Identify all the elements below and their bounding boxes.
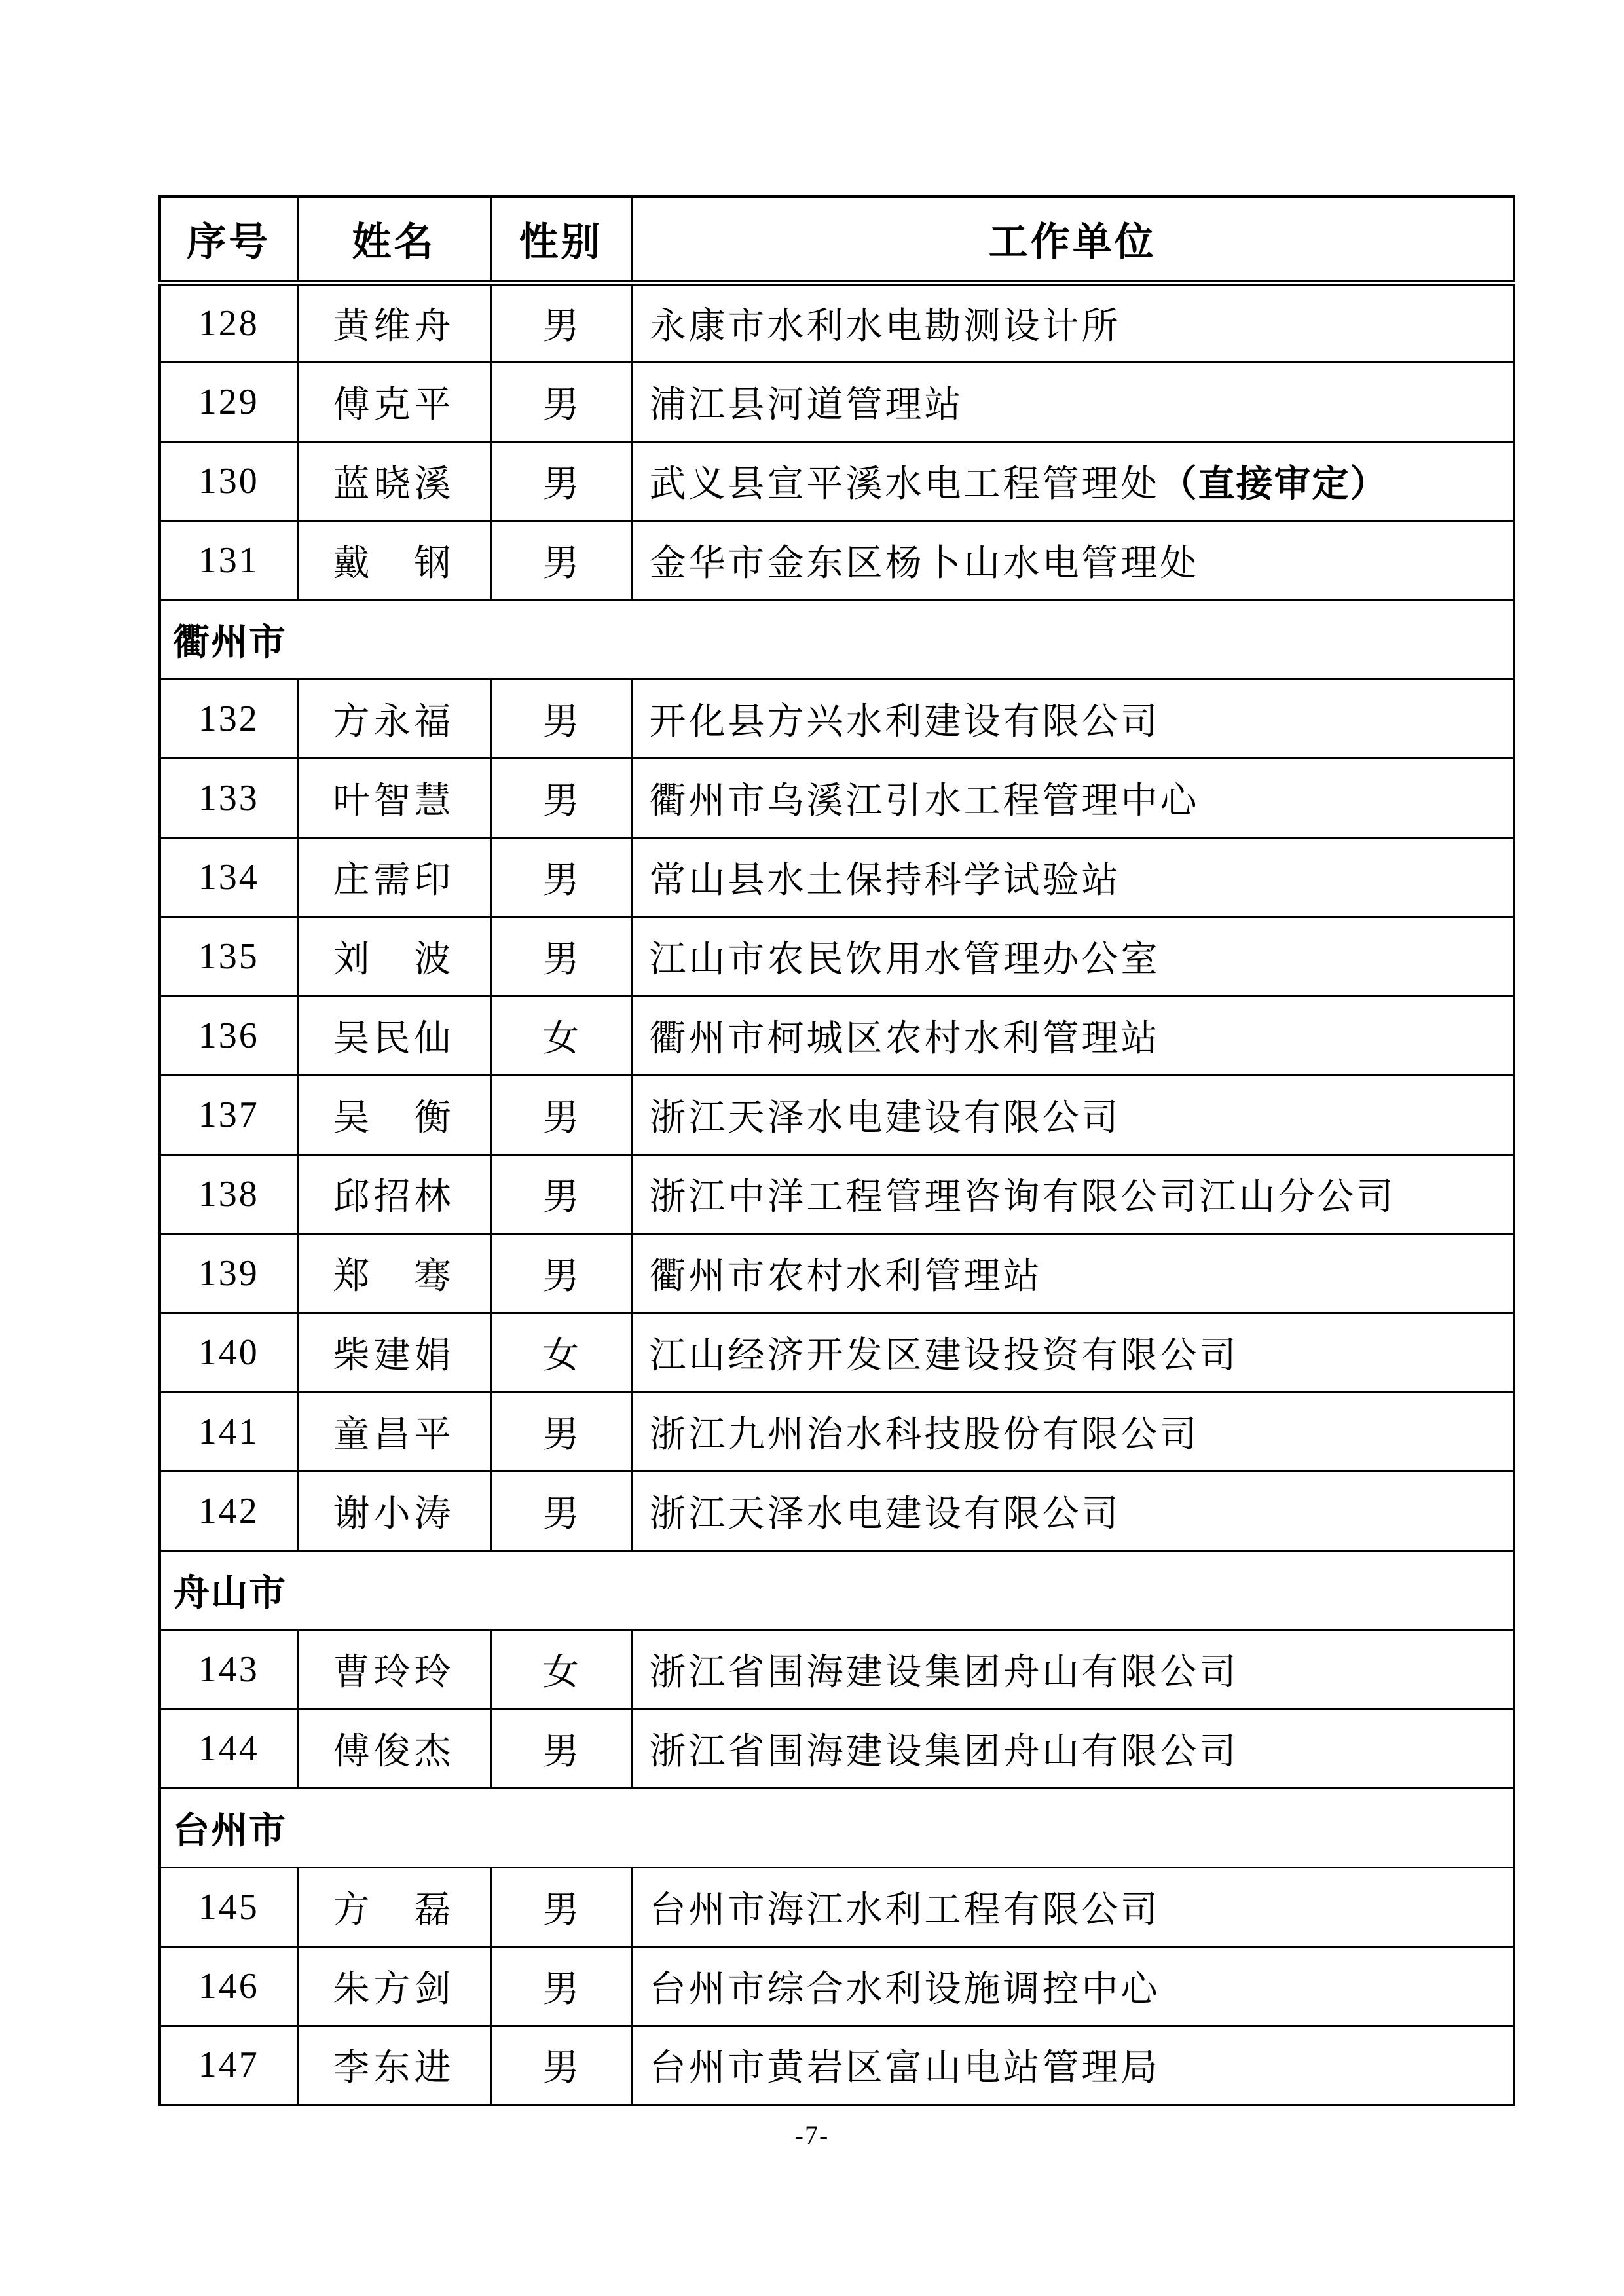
cell-work-unit — [631, 917, 1514, 996]
roster-table — [158, 195, 1515, 2106]
cell-name: 朱方剑 — [297, 1946, 490, 2026]
cell-gender: 男 — [490, 520, 631, 600]
cell-serial: 138 — [160, 1154, 297, 1233]
section-label: 衢州市 — [160, 600, 1514, 679]
work-unit-text: 开化县方兴水利建设有限公司 — [649, 701, 1160, 742]
cell-name: 叶智慧 — [297, 758, 490, 837]
cell-gender: 男 — [490, 1946, 631, 2026]
table-row — [160, 1154, 1514, 1233]
cell-serial: 146 — [160, 1946, 297, 2026]
page-number: -7- — [794, 2121, 830, 2150]
work-unit-text: 浙江省围海建设集团舟山有限公司 — [649, 1652, 1239, 1693]
cell-name: 傅俊杰 — [297, 1709, 490, 1788]
cell-name: 方 磊 — [297, 1867, 490, 1946]
cell-name: 邱招林 — [297, 1154, 490, 1233]
cell-work-unit — [631, 520, 1514, 600]
work-unit-text: 浦江县河道管理站 — [649, 384, 964, 426]
cell-serial: 145 — [160, 1867, 297, 1946]
cell-name: 吴民仙 — [297, 996, 490, 1075]
header-row — [160, 196, 1514, 283]
cell-gender: 男 — [490, 1392, 631, 1471]
cell-work-unit — [631, 1630, 1514, 1709]
cell-work-unit — [631, 1946, 1514, 2026]
cell-gender: 男 — [490, 441, 631, 520]
cell-gender: 男 — [490, 1075, 631, 1154]
cell-serial: 133 — [160, 758, 297, 837]
work-unit-text: 衢州市农村水利管理站 — [649, 1256, 1043, 1297]
cell-serial: 143 — [160, 1630, 297, 1709]
cell-serial: 131 — [160, 520, 297, 600]
table-row — [160, 362, 1514, 441]
cell-serial: 147 — [160, 2026, 297, 2105]
table-row — [160, 1946, 1514, 2026]
work-unit-text: 衢州市柯城区农村水利管理站 — [649, 1018, 1160, 1059]
cell-gender: 男 — [490, 917, 631, 996]
table-row — [160, 917, 1514, 996]
cell-serial: 128 — [160, 283, 297, 362]
column-header-serial: 序号 — [160, 196, 297, 283]
table-row — [160, 441, 1514, 520]
cell-name: 曹玲玲 — [297, 1630, 490, 1709]
work-unit-text: 江山经济开发区建设投资有限公司 — [649, 1335, 1239, 1376]
cell-work-unit — [631, 1233, 1514, 1313]
column-header-name: 姓名 — [297, 196, 490, 283]
cell-name: 庄需印 — [297, 837, 490, 917]
cell-name: 李东进 — [297, 2026, 490, 2105]
cell-name: 蓝晓溪 — [297, 441, 490, 520]
table-row — [160, 2026, 1514, 2105]
cell-gender: 男 — [490, 1154, 631, 1233]
work-unit-text: 浙江九州治水科技股份有限公司 — [649, 1414, 1200, 1455]
cell-gender: 男 — [490, 758, 631, 837]
cell-work-unit — [631, 362, 1514, 441]
cell-serial: 137 — [160, 1075, 297, 1154]
table-row — [160, 996, 1514, 1075]
work-unit-text: 浙江天泽水电建设有限公司 — [649, 1493, 1121, 1535]
cell-serial: 135 — [160, 917, 297, 996]
work-unit-text: 台州市综合水利设施调控中心 — [649, 1969, 1160, 2010]
cell-work-unit — [631, 679, 1514, 758]
section-row — [160, 1788, 1514, 1867]
cell-gender: 男 — [490, 1233, 631, 1313]
cell-gender: 女 — [490, 1630, 631, 1709]
work-unit-text: 浙江中洋工程管理咨询有限公司江山分公司 — [649, 1176, 1396, 1218]
table-row — [160, 1075, 1514, 1154]
work-unit-text: 武义县宣平溪水电工程管理处 — [649, 464, 1160, 505]
work-unit-text: 浙江省围海建设集团舟山有限公司 — [649, 1731, 1239, 1772]
cell-serial: 141 — [160, 1392, 297, 1471]
column-header-gender: 性别 — [490, 196, 631, 283]
cell-name: 谢小涛 — [297, 1471, 490, 1550]
cell-work-unit — [631, 1471, 1514, 1550]
work-unit-bold-text: （直接审定） — [1160, 462, 1388, 504]
table-row — [160, 1867, 1514, 1946]
cell-name: 柴建娟 — [297, 1313, 490, 1392]
section-row — [160, 600, 1514, 679]
cell-work-unit — [631, 1313, 1514, 1392]
cell-work-unit — [631, 996, 1514, 1075]
cell-work-unit — [631, 837, 1514, 917]
cell-work-unit — [631, 1154, 1514, 1233]
cell-work-unit — [631, 441, 1514, 520]
cell-serial: 139 — [160, 1233, 297, 1313]
work-unit-text: 台州市海江水利工程有限公司 — [649, 1889, 1160, 1931]
cell-gender: 男 — [490, 1867, 631, 1946]
table-row — [160, 1630, 1514, 1709]
cell-gender: 男 — [490, 679, 631, 758]
cell-name: 郑 骞 — [297, 1233, 490, 1313]
cell-name: 吴 衡 — [297, 1075, 490, 1154]
cell-gender: 女 — [490, 996, 631, 1075]
table-row — [160, 837, 1514, 917]
cell-name: 方永福 — [297, 679, 490, 758]
cell-name: 傅克平 — [297, 362, 490, 441]
work-unit-text: 永康市水利水电勘测设计所 — [649, 306, 1121, 347]
table-row — [160, 679, 1514, 758]
cell-serial: 134 — [160, 837, 297, 917]
cell-serial: 142 — [160, 1471, 297, 1550]
table-row — [160, 1392, 1514, 1471]
cell-serial: 129 — [160, 362, 297, 441]
cell-work-unit — [631, 758, 1514, 837]
cell-serial: 136 — [160, 996, 297, 1075]
work-unit-text: 常山县水土保持科学试验站 — [649, 860, 1121, 901]
cell-serial: 140 — [160, 1313, 297, 1392]
cell-gender: 女 — [490, 1313, 631, 1392]
cell-work-unit — [631, 2026, 1514, 2105]
cell-work-unit — [631, 1392, 1514, 1471]
cell-gender: 男 — [490, 837, 631, 917]
cell-serial: 130 — [160, 441, 297, 520]
table-row — [160, 758, 1514, 837]
column-header-unit: 工作单位 — [631, 196, 1514, 283]
cell-name: 戴 钢 — [297, 520, 490, 600]
table-row — [160, 1471, 1514, 1550]
cell-work-unit — [631, 1867, 1514, 1946]
table-row — [160, 1313, 1514, 1392]
cell-gender: 男 — [490, 1471, 631, 1550]
cell-name: 刘 波 — [297, 917, 490, 996]
cell-gender: 男 — [490, 2026, 631, 2105]
table-row — [160, 283, 1514, 362]
work-unit-text: 江山市农民饮用水管理办公室 — [649, 939, 1160, 980]
cell-gender: 男 — [490, 1709, 631, 1788]
work-unit-text: 台州市黄岩区富山电站管理局 — [649, 2048, 1160, 2089]
work-unit-text: 浙江天泽水电建设有限公司 — [649, 1097, 1121, 1139]
cell-gender: 男 — [490, 362, 631, 441]
work-unit-text: 金华市金东区杨卜山水电管理处 — [649, 543, 1200, 584]
table-row — [160, 520, 1514, 600]
section-label: 台州市 — [160, 1788, 1514, 1867]
work-unit-text: 衢州市乌溪江引水工程管理中心 — [649, 780, 1200, 822]
cell-serial: 144 — [160, 1709, 297, 1788]
cell-gender: 男 — [490, 283, 631, 362]
table-row — [160, 1709, 1514, 1788]
cell-serial: 132 — [160, 679, 297, 758]
cell-work-unit — [631, 1075, 1514, 1154]
cell-work-unit — [631, 1709, 1514, 1788]
section-row — [160, 1550, 1514, 1630]
cell-work-unit — [631, 283, 1514, 362]
cell-name: 黄维舟 — [297, 283, 490, 362]
cell-name: 童昌平 — [297, 1392, 490, 1471]
table-row — [160, 1233, 1514, 1313]
section-label: 舟山市 — [160, 1550, 1514, 1630]
